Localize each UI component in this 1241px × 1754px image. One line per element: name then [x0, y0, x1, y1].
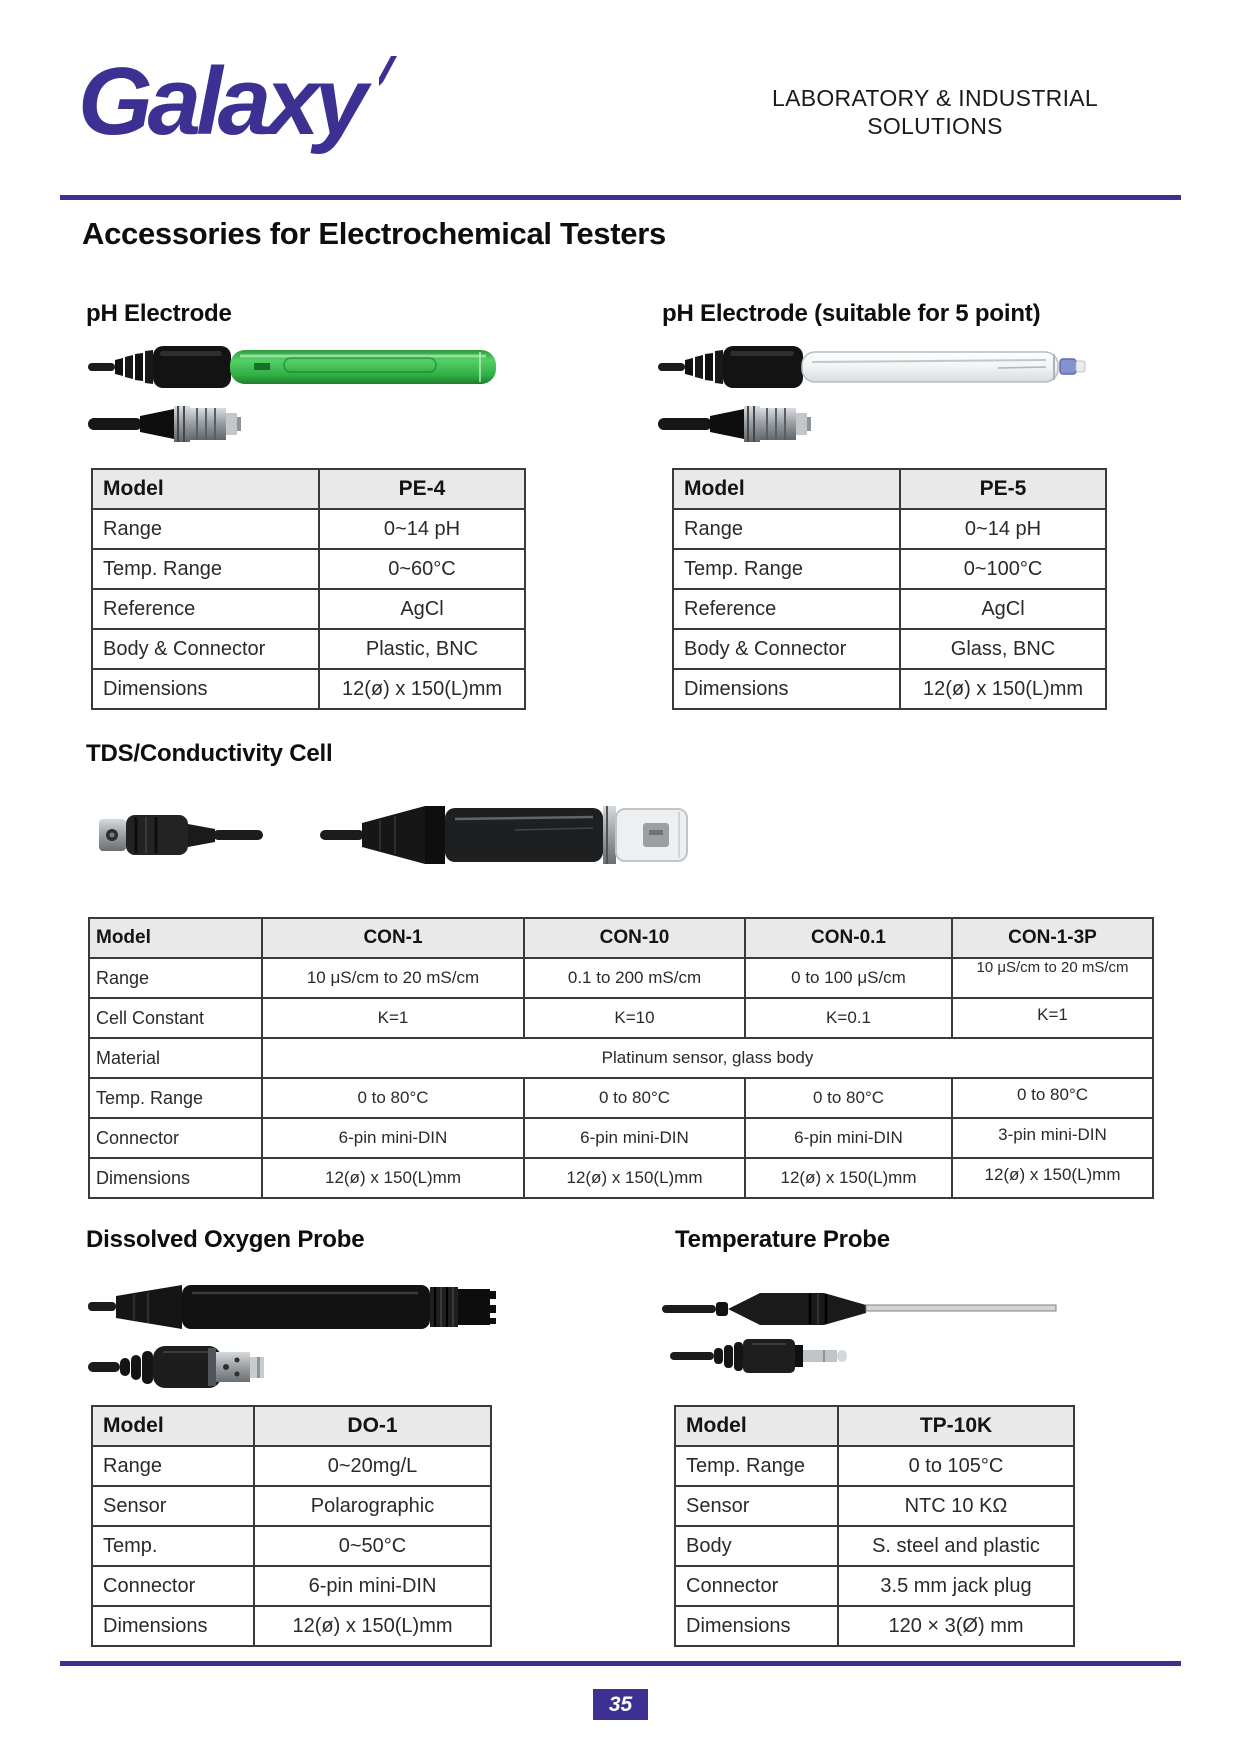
spec-value: 10 μS/cm to 20 mS/cm: [952, 958, 1153, 998]
spec-value: 12(ø) x 150(L)mm: [900, 669, 1106, 709]
mini-din-connector-image: [99, 815, 263, 855]
spec-label: Temp. Range: [89, 1078, 262, 1118]
tagline-line2: SOLUTIONS: [867, 113, 1003, 139]
bnc-connector-image: [658, 406, 811, 442]
temp-probe-rod-image: [662, 1293, 1056, 1325]
table-row: [92, 669, 525, 709]
jack-plug-image: [670, 1339, 847, 1373]
page-number-badge: 35: [593, 1689, 648, 1720]
spec-value: AgCl: [900, 589, 1106, 629]
spec-value: 12(ø) x 150(L)mm: [319, 669, 525, 709]
table-header-row: [89, 918, 1153, 958]
bnc-connector-image: [88, 406, 241, 442]
spec-value: 120 × 3(Ø) mm: [838, 1606, 1074, 1646]
spec-label: Reference: [92, 589, 319, 629]
spec-value: Platinum sensor, glass body: [262, 1038, 1153, 1078]
spec-value: 0~100°C: [900, 549, 1106, 589]
model-label: Model: [675, 1406, 838, 1446]
spec-label: Dimensions: [89, 1158, 262, 1198]
model-value: PE-4: [319, 469, 525, 509]
spec-value: NTC 10 KΩ: [838, 1486, 1074, 1526]
ph-electrode-image: [88, 338, 508, 455]
dissolved-oxygen-probe-image: [88, 1280, 518, 1403]
table-row: [89, 1038, 1153, 1078]
spec-value: 3.5 mm jack plug: [838, 1566, 1074, 1606]
spec-value: K=1: [262, 998, 524, 1038]
spec-label: Connector: [675, 1566, 838, 1606]
spec-label: Temp. Range: [92, 549, 319, 589]
spec-label: Body: [675, 1526, 838, 1566]
spec-value: 12(ø) x 150(L)mm: [745, 1158, 952, 1198]
spec-value: 6-pin mini-DIN: [262, 1118, 524, 1158]
model-label: Model: [92, 1406, 254, 1446]
table-row: [92, 1526, 491, 1566]
spec-value: AgCl: [319, 589, 525, 629]
conductivity-probe-image: [320, 806, 687, 864]
spec-value: 0~14 pH: [900, 509, 1106, 549]
model-label: Model: [673, 469, 900, 509]
table-row: [89, 998, 1153, 1038]
page-title: Accessories for Electrochemical Testers: [82, 216, 666, 251]
spec-label: Temp. Range: [673, 549, 900, 589]
spec-value: K=10: [524, 998, 745, 1038]
section-title-temperature-probe: Temperature Probe: [675, 1226, 890, 1253]
table-row: [675, 1446, 1074, 1486]
spec-label: Range: [92, 1446, 254, 1486]
table-row: [673, 549, 1106, 589]
logo-text: Galaxy: [78, 48, 363, 155]
spec-label: Sensor: [92, 1486, 254, 1526]
tagline-line1: LABORATORY & INDUSTRIAL: [771, 85, 1098, 111]
spec-value: 0 to 100 μS/cm: [745, 958, 952, 998]
model-value: TP-10K: [838, 1406, 1074, 1446]
spec-label: Connector: [92, 1566, 254, 1606]
spec-value: 0~14 pH: [319, 509, 525, 549]
table-row: [92, 629, 525, 669]
table-row: [89, 1118, 1153, 1158]
temperature-probe-image: [662, 1282, 1062, 1383]
spec-label: Cell Constant: [89, 998, 262, 1038]
table-row: [675, 1486, 1074, 1526]
spec-label: Dimensions: [673, 669, 900, 709]
spec-value: 6-pin mini-DIN: [745, 1118, 952, 1158]
spec-label: Temp. Range: [675, 1446, 838, 1486]
spec-value: S. steel and plastic: [838, 1526, 1074, 1566]
mini-din-connector-image: [88, 1346, 264, 1388]
table-row: [673, 589, 1106, 629]
spec-value: 12(ø) x 150(L)mm: [952, 1158, 1153, 1198]
table-row: [92, 509, 525, 549]
spec-value: 0 to 80°C: [524, 1078, 745, 1118]
table-row: [673, 629, 1106, 669]
spec-value: 10 μS/cm to 20 mS/cm: [262, 958, 524, 998]
spec-label: Body & Connector: [92, 629, 319, 669]
model-value: DO-1: [254, 1406, 491, 1446]
conductivity-cell-image: [95, 792, 705, 887]
company-tagline: [760, 84, 1110, 140]
do1-spec-table: [91, 1405, 492, 1647]
spec-value: K=0.1: [745, 998, 952, 1038]
spec-label: Material: [89, 1038, 262, 1078]
do-probe-image: [88, 1285, 496, 1329]
spec-value: 0 to 80°C: [262, 1078, 524, 1118]
footer-divider: [60, 1661, 1181, 1666]
table-row: [675, 1606, 1074, 1646]
header-divider: [60, 195, 1181, 200]
pe4-spec-table: [91, 468, 526, 710]
spec-value: Plastic, BNC: [319, 629, 525, 669]
table-row: [673, 669, 1106, 709]
spec-value: 6-pin mini-DIN: [254, 1566, 491, 1606]
section-title-tds-conductivity: TDS/Conductivity Cell: [86, 740, 333, 767]
table-header-row: [92, 469, 525, 509]
conductivity-spec-table: [88, 917, 1154, 1199]
logo-tick-icon: [371, 56, 397, 90]
spec-value: Glass, BNC: [900, 629, 1106, 669]
spec-value: 12(ø) x 150(L)mm: [262, 1158, 524, 1198]
table-row: [89, 1158, 1153, 1198]
table-row: [92, 1606, 491, 1646]
spec-value: 3-pin mini-DIN: [952, 1118, 1153, 1158]
table-header-row: [92, 1406, 491, 1446]
table-row: [89, 1078, 1153, 1118]
table-row: [89, 958, 1153, 998]
table-row: [92, 589, 525, 629]
spec-value: 0~60°C: [319, 549, 525, 589]
pe5-spec-table: [672, 468, 1107, 710]
table-header-row: [675, 1406, 1074, 1446]
spec-value: K=1: [952, 998, 1153, 1038]
spec-label: Body & Connector: [673, 629, 900, 669]
table-row: [92, 1486, 491, 1526]
table-row: [673, 509, 1106, 549]
model-con-1: CON-1: [262, 918, 524, 958]
spec-label: Range: [673, 509, 900, 549]
model-label: Model: [92, 469, 319, 509]
spec-value: Polarographic: [254, 1486, 491, 1526]
galaxy-logo: [78, 48, 397, 155]
ph-electrode-5pt-image: [658, 338, 1098, 455]
spec-value: 0~20mg/L: [254, 1446, 491, 1486]
model-con-10: CON-10: [524, 918, 745, 958]
spec-value: 0~50°C: [254, 1526, 491, 1566]
spec-label: Temp.: [92, 1526, 254, 1566]
table-row: [675, 1526, 1074, 1566]
spec-value: 0 to 80°C: [952, 1078, 1153, 1118]
table-row: [92, 1566, 491, 1606]
section-title-ph-electrode: pH Electrode: [86, 300, 232, 327]
table-row: [675, 1566, 1074, 1606]
model-con-0.1: CON-0.1: [745, 918, 952, 958]
table-header-row: [673, 469, 1106, 509]
spec-value: 0.1 to 200 mS/cm: [524, 958, 745, 998]
spec-label: Dimensions: [92, 1606, 254, 1646]
spec-label: Connector: [89, 1118, 262, 1158]
table-row: [92, 549, 525, 589]
spec-label: Range: [92, 509, 319, 549]
spec-value: 0 to 80°C: [745, 1078, 952, 1118]
spec-label: Dimensions: [675, 1606, 838, 1646]
tp10k-spec-table: [674, 1405, 1075, 1647]
section-title-ph-electrode-5pt: pH Electrode (suitable for 5 point): [662, 300, 1041, 327]
model-con-1-3p: CON-1-3P: [952, 918, 1153, 958]
table-row: [92, 1446, 491, 1486]
spec-value: 6-pin mini-DIN: [524, 1118, 745, 1158]
spec-label: Range: [89, 958, 262, 998]
spec-value: 0 to 105°C: [838, 1446, 1074, 1486]
spec-label: Reference: [673, 589, 900, 629]
spec-value: 12(ø) x 150(L)mm: [254, 1606, 491, 1646]
model-value: PE-5: [900, 469, 1106, 509]
spec-value: 12(ø) x 150(L)mm: [524, 1158, 745, 1198]
spec-label: Dimensions: [92, 669, 319, 709]
spec-label: Sensor: [675, 1486, 838, 1526]
section-title-dissolved-oxygen: Dissolved Oxygen Probe: [86, 1226, 365, 1253]
model-label: Model: [89, 918, 262, 958]
